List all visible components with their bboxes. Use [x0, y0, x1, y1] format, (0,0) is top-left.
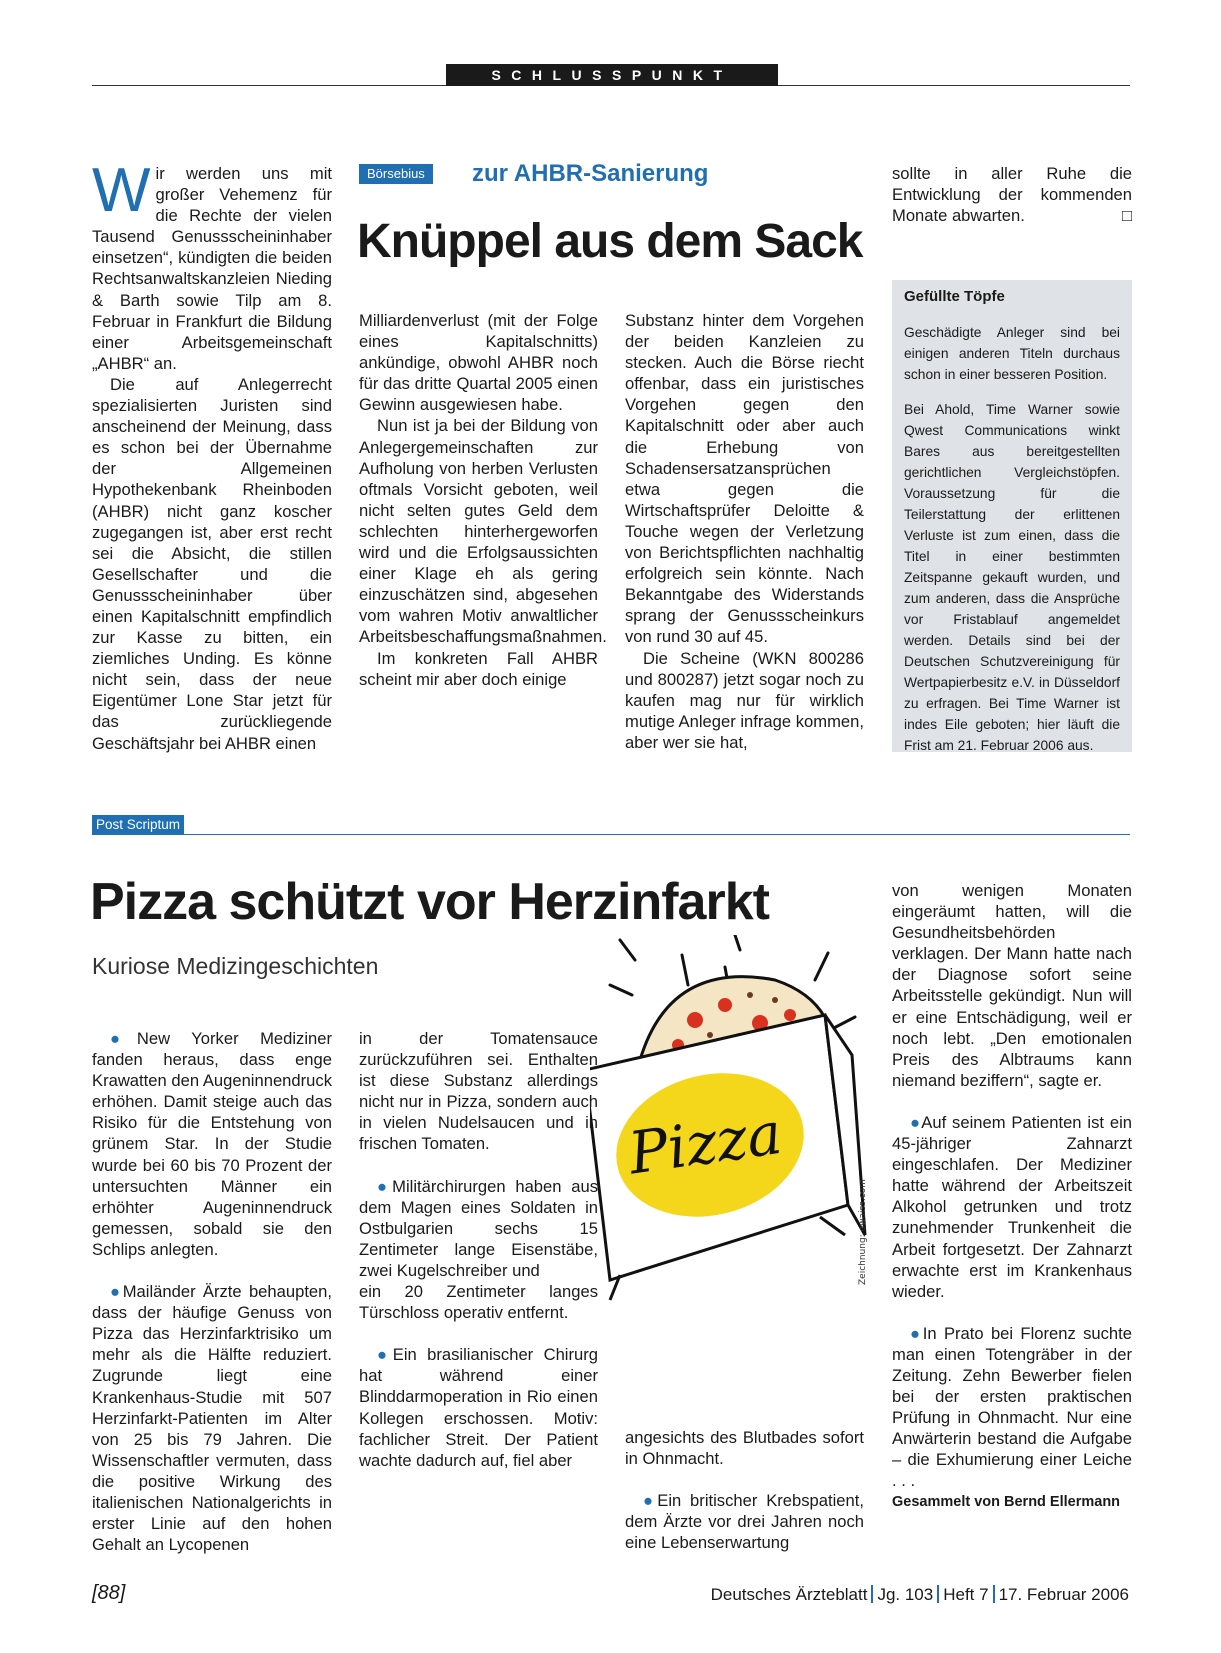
pizza-illustration: [590, 935, 875, 1315]
article1-col1-paragraph-1: ir werden uns mit großer Vehemenz für die Rechte der vielen Tausend Genussscheininhaber einsetzen“, kündigten die beiden Rechtsanwaltskanzleien Nieding & Barth sowie Tilp am 8. Februar in Frankfurt die Bildung einer Arbeitsgemeinschaft „AHBR“ an.: [92, 164, 332, 373]
article1-column-3: [625, 310, 864, 753]
sidebar-paragraph-1: Geschädigte Anleger sind bei einigen anderen Titeln durchaus schon in einer besseren Position.: [904, 325, 1120, 382]
separator: [993, 1585, 995, 1603]
article1-col3-paragraph-1: Substanz hinter dem Vorgehen der beiden Kanzleien zu stecken. Auch die Börse riecht offenbar, dass ein juristisches Vorgehen gegen den Kapitalschnitt oder aber auch die Erhebung von Schadensersatzansprüchen etwa gegen die Wirtschaftsprüfer Deloitte & Touche wegen der Verletzung von Berichtspflichten nachhaltig erfolgreich sein könnte. Nach Bekanntgabe des Widerstands sprang der Genussscheinkurs von rund 30 auf 45.: [625, 311, 864, 647]
journal-issue: Heft 7: [943, 1585, 989, 1604]
separator: [871, 1585, 873, 1603]
bullet-icon: ●: [910, 1323, 923, 1343]
article2-tag: Post Scriptum: [92, 815, 184, 835]
illustration-credit: Zeichnung: owaiss.com: [858, 1179, 868, 1285]
section-label: SCHLUSSPUNKT: [446, 64, 778, 86]
article2-item-5: Ein britischer Krebspatient, dem Ärzte vor drei Jahren noch eine Lebenserwartung: [625, 1491, 864, 1553]
article1-headline: Knüppel aus dem Sack: [357, 215, 863, 268]
article1-column-1: [92, 156, 332, 754]
journal-name: Deutsches Ärzteblatt: [710, 1585, 868, 1604]
pizza-box-drawing: [590, 935, 875, 1315]
article2-item-3a: Militärchirurgen haben aus dem Magen eines Soldaten in Ostbulgarien sechs 15 Zentimeter lange Eisenstäbe, zwei Kugelschreiber und: [359, 1176, 598, 1280]
end-mark: □: [1121, 206, 1132, 226]
article1-col2-paragraph-2: Nun ist ja bei der Bildung von Anlegergemeinschaften zur Aufholung von herben Verlusten oftmals Vorsicht geboten, weil nicht selten gutes Geld dem schlechten hinterhergeworfen wird und die Erfolgsaussichten einer Klage eh als gering einzuschätzen sind, abgesehen vom wahren Motiv anwaltlicher Arbeitsbeschaffungsmaßnahmen.: [359, 416, 607, 647]
article2-column-3: [625, 1427, 864, 1553]
article1-col2-paragraph-1: Milliardenverlust (mit der Folge eines Kapitalschnitts) ankündige, obwohl AHBR noch für das dritte Quartal 2005 einen Gewinn ausgewiesen habe.: [359, 311, 598, 415]
pizza-box-text: Pizza: [624, 1098, 786, 1188]
sidebar-paragraph-2: Bei Ahold, Time Warner sowie Qwest Communications winkt Bares aus bereitgestellten gerichtlichen Vergleichstöpfen. Voraussetzung für die Teilerstattung der erlittenen Verluste ist zum einen, dass die Titel in einer bestimmten Zeitspanne gekauft wurden, und zum anderen, dass die Ansprüche vor Fristablauf angemeldet werden. Details sind bei der Deutschen Schutzvereinigung für Wertpapierbesitz e.V. in Düsseldorf zu erfragen. Bei Time Warner ist indes Eile geboten; hier läuft die Frist am 21. Februar 2006 aus.: [904, 402, 1120, 753]
article2-column-4: [892, 880, 1132, 1513]
sidebar-body: [904, 322, 1120, 770]
article1-col1-paragraph-2: Die auf Anlegerrecht spezialisierten Juristen sind anscheinend der Meinung, dass es schon bei der Übernahme der Allgemeinen Hypothekenbank Rheinboden (AHBR) nicht ganz koscher zugegangen ist, aber erst recht sei die Absicht, die stillen Gesellschafter und die Genussscheininhaber über einen Kapitalschnitt empfindlich zur Kasse zu bitten, ein ziemliches Unding. Es könne nicht sein, dass der neue Eigentümer Lone Star jetzt für das zurückliegende Geschäftsjahr bei AHBR einen: [92, 374, 332, 753]
article2-col3-paragraph: angesichts des Blutbades sofort in Ohnmacht.: [625, 1428, 864, 1469]
article2-subhead: Kuriose Medizingeschichten: [92, 953, 379, 979]
bullet-icon: ●: [110, 1029, 137, 1048]
article2-byline: Gesammelt von Bernd Ellermann: [892, 1493, 1121, 1510]
article2-item-6: Auf seinem Patienten ist ein 45-jähriger Zahnarzt eingeschlafen. Der Mediziner hatte während der Arbeitszeit Alkohol getrunken und trotz zunehmender Trunkenheit die Arbeit fortgesetzt. Der Zahnarzt erwachte erst im Krankenhaus wieder.: [892, 1112, 1132, 1301]
article2-rule: [92, 834, 1130, 835]
sidebar-title: Gefüllte Töpfe: [904, 288, 1005, 305]
article1-col2-paragraph-3: Im konkreten Fall AHBR scheint mir aber doch einige: [359, 648, 598, 689]
article2-column-2: [359, 1028, 598, 1471]
article2-item-4: Ein brasilianischer Chirurg hat während einer Blinddarmoperation in Rio einen Kollegen erschossen. Motiv: fachlicher Streit. Der Patient wachte dadurch auf, fiel aber: [359, 1345, 598, 1470]
bullet-icon: ●: [377, 1345, 393, 1365]
bullet-icon: ●: [110, 1282, 123, 1302]
article2-column-1: [92, 1028, 332, 1555]
article2-item-1: New Yorker Mediziner fanden heraus, dass enge Krawatten den Augeninnendruck erhöhen. Damit steige auch das Risiko für die Entstehung von grünem Star. In der Studie wurde bei 60 bis 70 Prozent der untersuchten Männer ein erhöhter Augeninnendruck gemessen, sobald sie den Schlips anlegten.: [92, 1029, 332, 1259]
journal-date: 17. Februar 2006: [998, 1585, 1129, 1604]
bullet-icon: ●: [377, 1176, 393, 1196]
journal-volume: Jg. 103: [877, 1585, 934, 1604]
separator: [937, 1585, 939, 1603]
article1-column-2: [359, 310, 607, 690]
bullet-icon: ●: [643, 1491, 658, 1511]
article2-item-3b: ein 20 Zentimeter langes Türschloss operativ entfernt.: [359, 1282, 598, 1323]
drop-cap: W: [92, 156, 151, 225]
article2-item-7: In Prato bei Florenz suchte man einen Totengräber in der Zeitung. Zehn Bewerber fielen bei der ersten praktischen Prüfung in Ohnmacht. Nur eine Anwärterin bestand die Aufgabe – die Exhumierung einer Leiche . . .: [892, 1323, 1132, 1491]
page-number: [88]: [92, 1582, 126, 1604]
article1-col4-paragraph-1: sollte in aller Ruhe die Entwicklung der kommenden Monate abwarten.: [892, 164, 1132, 226]
article1-tag: Börsebius: [359, 164, 433, 184]
bullet-icon: ●: [910, 1112, 922, 1132]
article2-headline: Pizza schützt vor Herzinfarkt: [90, 873, 769, 931]
article1-kicker: zur AHBR-Sanierung: [472, 160, 709, 187]
article2-col2-paragraph: in der Tomatensauce zurückzuführen sei. Enthalten ist diese Substanz allerdings nicht nur in Pizza, sondern auch in vielen Nudelsaucen und in frischen Tomaten.: [359, 1029, 598, 1154]
article1-column-4: [892, 163, 1132, 226]
article2-col4-paragraph: von wenigen Monaten eingeräumt hatten, will die Gesundheitsbehörden verklagen. Der Mann hatte nach der Diagnose sofort seine Arbeitsstelle gekündigt. Nun will er eine Entschädigung, weil er noch lebt. „Den emotionalen Preis des Albtraums kann niemand beziffern“, sagte er.: [892, 881, 1132, 1090]
article1-col3-paragraph-2: Die Scheine (WKN 800286 und 800287) jetzt sogar noch zu kaufen mag nur für wirklich mutige Anleger infrage kommen, aber wer sie hat,: [625, 648, 864, 752]
sidebar-box: [892, 280, 1132, 752]
article2-item-2: Mailänder Ärzte behaupten, dass der häufige Genuss von Pizza das Herzinfarktrisiko um mehr als die Hälfte reduziert. Zugrunde liegt eine Krankenhaus-Studie mit 507 Herzinfarkt-Patienten im Alter von 25 bis 79 Jahren. Die Wissenschaftler vermuten, dass die positive Wirkung des italienischen Nationalgerichts in erster Linie auf den hohen Gehalt an Lycopenen: [92, 1282, 332, 1555]
journal-info: [711, 1585, 1129, 1605]
